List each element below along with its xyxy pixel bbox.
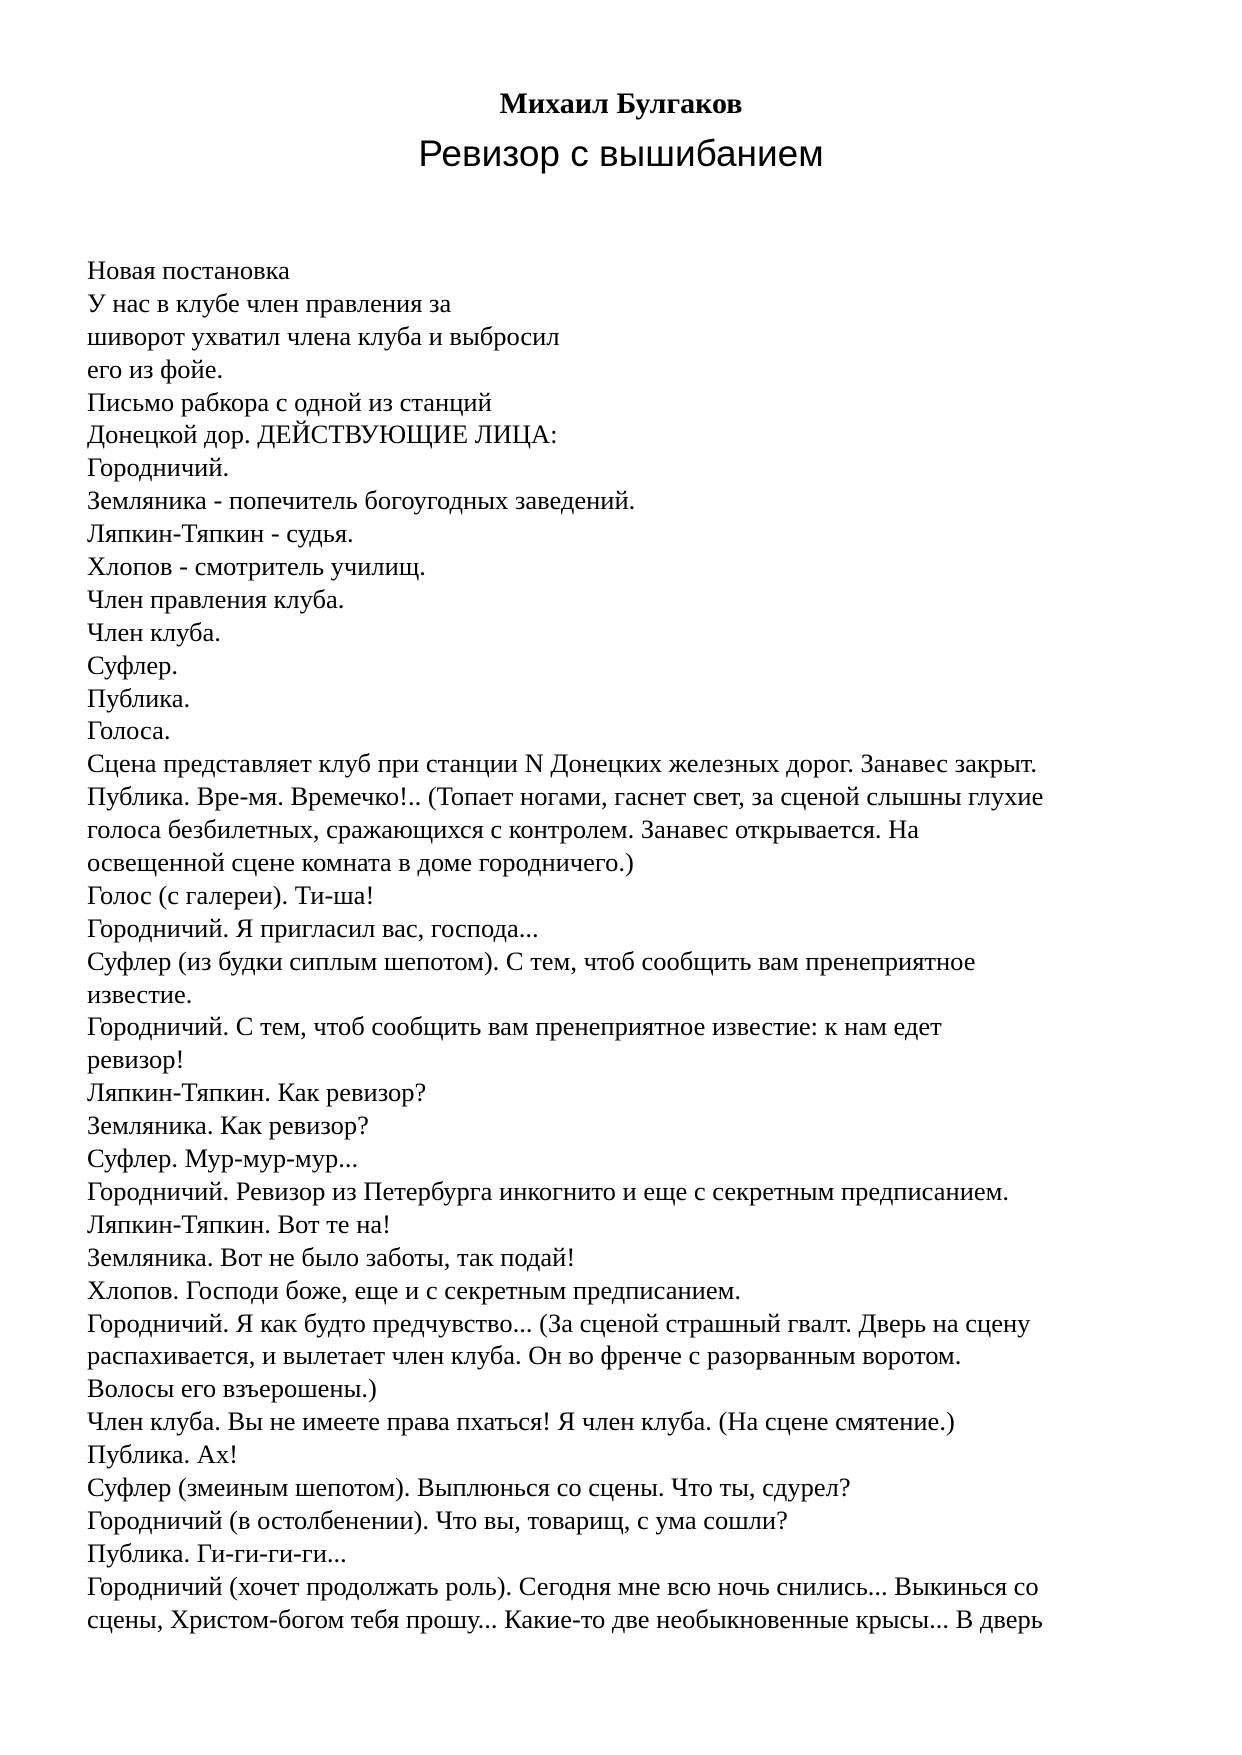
text-line: Член правления клуба. <box>87 583 345 614</box>
text-line: Голоса. <box>87 715 171 746</box>
text-line: Суфлер. Мур-мур-мур... <box>87 1143 359 1174</box>
text-line: Городничий. Я как будто предчувство... (За сценой страшный гвалт. Дверь на сцену <box>87 1307 1031 1338</box>
text-line: Публика. <box>87 682 191 713</box>
text-line: Голос (с галереи). Ти-ша! <box>87 879 375 910</box>
text-line: Член клуба. Вы не имеете права пхаться! Я член клуба. (На сцене смятение.) <box>87 1406 955 1437</box>
text-line: Сцена представляет клуб при станции N Донецких железных дорог. Занавес закрыт. <box>87 748 1038 779</box>
text-line: голоса безбилетных, сражающихся с контролем. Занавес открывается. На <box>87 814 920 845</box>
text-line: его из фойе. <box>87 353 224 384</box>
text-line: Суфлер (змеиным шепотом). Выплюнься со сцены. Что ты, сдурел? <box>87 1471 851 1502</box>
text-line: Городничий. Я пригласил вас, господа... <box>87 912 539 943</box>
text-line: Новая постановка <box>87 255 290 285</box>
text-line: Городничий. С тем, чтоб сообщить вам пренеприятное известие: к нам едет <box>87 1011 942 1042</box>
text-line: Член клуба. <box>87 616 221 647</box>
text-line: Земляника - попечитель богоугодных заведений. <box>87 485 636 516</box>
text-line: Публика. Ах! <box>87 1439 238 1470</box>
text-line: распахивается, и вылетает член клуба. Он во френче с разорванным воротом. <box>87 1340 962 1371</box>
author-name: Михаил Булгаков <box>499 87 743 120</box>
text-line: У нас в клубе член правления за <box>87 287 452 318</box>
text-line: Городничий. <box>87 452 230 483</box>
text-line: Ляпкин-Тяпкин. Вот те на! <box>87 1208 391 1239</box>
text-line: шиворот ухватил члена клуба и выбросил <box>87 320 560 351</box>
text-line: сцены, Христом-богом тебя прошу... Какие-то две необыкновенные крысы... В дверь <box>87 1603 1043 1634</box>
document-body <box>87 254 1197 1635</box>
text-line: Земляника. Как ревизор? <box>87 1110 369 1141</box>
text-line: Суфлер (из будки сиплым шепотом). С тем, чтоб сообщить вам пренеприятное <box>87 945 976 976</box>
text-line: Суфлер. <box>87 649 178 680</box>
text-line: известие. <box>87 978 193 1009</box>
document-title: Ревизор с вышибанием <box>418 133 824 174</box>
text-line: Волосы его взъерошены.) <box>87 1373 377 1404</box>
text-line: Донецкой дор. ДЕЙСТВУЮЩИЕ ЛИЦА: <box>87 419 558 450</box>
text-line: Городничий (в остолбенении). Что вы, товарищ, с ума сошли? <box>87 1504 788 1535</box>
text-line: Публика. Ги-ги-ги-ги... <box>87 1537 347 1568</box>
text-line: Ляпкин-Тяпкин. Как ревизор? <box>87 1077 427 1108</box>
text-line: Земляника. Вот не было заботы, так подай! <box>87 1241 576 1272</box>
text-line: Городничий (хочет продолжать роль). Сегодня мне всю ночь снились... Выкинься со <box>87 1570 1039 1601</box>
text-line: Публика. Вре-мя. Времечко!.. (Топает ногами, гаснет свет, за сценой слышны глухие <box>87 781 1044 812</box>
text-line: Хлопов - смотритель училищ. <box>87 551 426 582</box>
text-line: Ляпкин-Тяпкин - судья. <box>87 518 354 549</box>
text-line: Городничий. Ревизор из Петербурга инкогнито и еще с секретным предписанием. <box>87 1175 1010 1206</box>
text-line: Письмо рабкора с одной из станций <box>87 386 492 417</box>
text-line: ревизор! <box>87 1044 185 1075</box>
text-line: освещенной сцене комната в доме городничего.) <box>87 847 634 878</box>
text-line: Хлопов. Господи боже, еще и с секретным предписанием. <box>87 1274 741 1305</box>
